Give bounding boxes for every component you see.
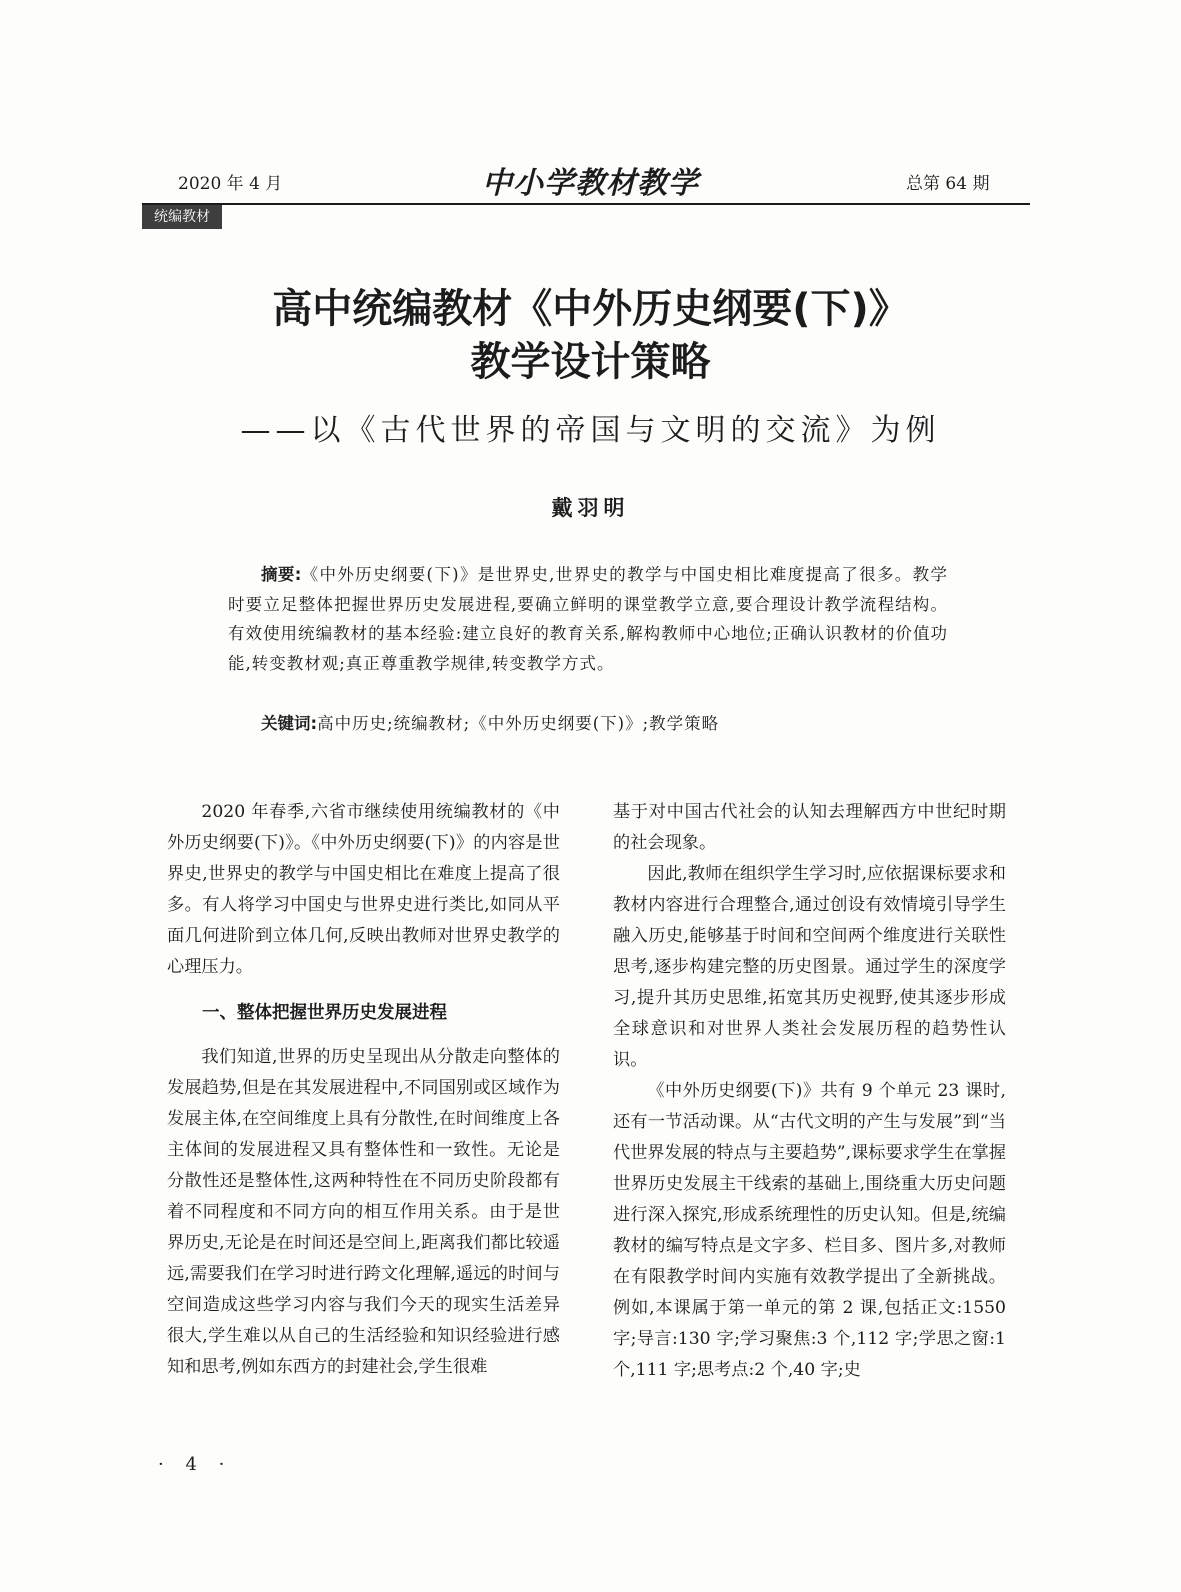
section-heading: 一、整体把握世界历史发展进程 bbox=[202, 1003, 447, 1023]
journal-logo: 中小学教材教学 bbox=[482, 166, 699, 201]
header-date: 2020 年 4 月 bbox=[178, 174, 283, 194]
header-rule bbox=[142, 203, 1030, 205]
body-paragraph: 2020 年春季,六省市继续使用统编教材的《中外历史纲要(下)》。《中外历史纲要(下)》的内容是世界史,世界史的教学与中国史相比在难度上提高了很多。有人将学习中国史与世界史进行类比,如同从平面几何进阶到立体几何,反映出教师对世界史教学的心理压力。 bbox=[167, 802, 560, 977]
keywords-text: 高中历史;统编教材;《中外历史纲要(下)》;教学策略 bbox=[317, 714, 720, 733]
body-paragraph: 我们知道,世界的历史呈现出从分散走向整体的发展趋势,但是在其发展进程中,不同国别或区域作为发展主体,在空间维度上具有分散性,在时间维度上各主体间的发展进程又具有整体性和一致性。无论是分散性还是整体性,这两种特性在不同历史阶段都有着不同程度和不同方向的相互作用关系。由于是世界历史,无论是在时间还是空间上,距离我们都比较遥远,需要我们在学习时进行跨文化理解,遥远的时间与空间造成这些学习内容与我们今天的现实生活差异很大,学生难以从自己的生活经验和知识经验进行感知和思考,例如东西方的封建社会,学生很难 bbox=[167, 1047, 560, 1377]
body-paragraph: 《中外历史纲要(下)》共有 9 个单元 23 课时,还有一节活动课。从“古代文明的产生与发展”到“当代世界发展的特点与主要趋势”,课标要求学生在掌握世界历史发展主干线索的基础上,围绕重大历史问题进行深入探究,形成系统理性的历史认知。但是,统编教材的编写特点是文字多、栏目多、图片多,对教师在有限教学时间内实施有效教学提出了全新挑战。例如,本课属于第一单元的第 2 课,包括正文:1550 字;导言:130 字;学习聚焦:3 个,112 字;学思之窗:1 个,111 字;思考点:2 个,40 字;史 bbox=[613, 1081, 1006, 1380]
author-name: 戴羽明 bbox=[551, 495, 630, 520]
column-tag: 统编教材 bbox=[142, 205, 222, 229]
body-paragraph: 因此,教师在组织学生学习时,应依据课标要求和教材内容进行合理整合,通过创设有效情境引导学生融入历史,能够基于时间和空间两个维度进行关联性思考,逐步构建完整的历史图景。通过学生的深度学习,提升其历史思维,拓宽其历史视野,使其逐步形成全球意识和对世界人类社会发展历程的趋势性认识。 bbox=[613, 864, 1006, 1070]
header-issue-number: 总第 64 期 bbox=[906, 174, 990, 194]
keywords-label: 关键词: bbox=[261, 714, 318, 733]
article-subtitle: ——以《古代世界的帝国与文明的交流》为例 bbox=[240, 413, 941, 448]
keywords bbox=[228, 709, 948, 739]
body-column-right bbox=[613, 797, 1006, 1386]
article-title-line2: 教学设计策略 bbox=[470, 339, 711, 385]
abstract bbox=[228, 560, 948, 678]
abstract-label: 摘要: bbox=[261, 565, 302, 584]
body-paragraph: 基于对中国古代社会的认知去理解西方中世纪时期的社会现象。 bbox=[613, 802, 1006, 853]
body-column-left bbox=[167, 797, 560, 1383]
abstract-text: 《中外历史纲要(下)》是世界史,世界史的教学与中国史相比难度提高了很多。教学时要立足整体把握世界历史发展进程,要确立鲜明的课堂教学立意,要合理设计教学流程结构。有效使用统编教材的基本经验:建立良好的教育关系,解构教师中心地位;正确认识教材的价值功能,转变教材观;真正尊重教学规律,转变教学方式。 bbox=[228, 565, 948, 673]
article-title-line1: 高中统编教材《中外历史纲要(下)》 bbox=[272, 286, 909, 332]
page-number: · 4 · bbox=[158, 1454, 233, 1475]
